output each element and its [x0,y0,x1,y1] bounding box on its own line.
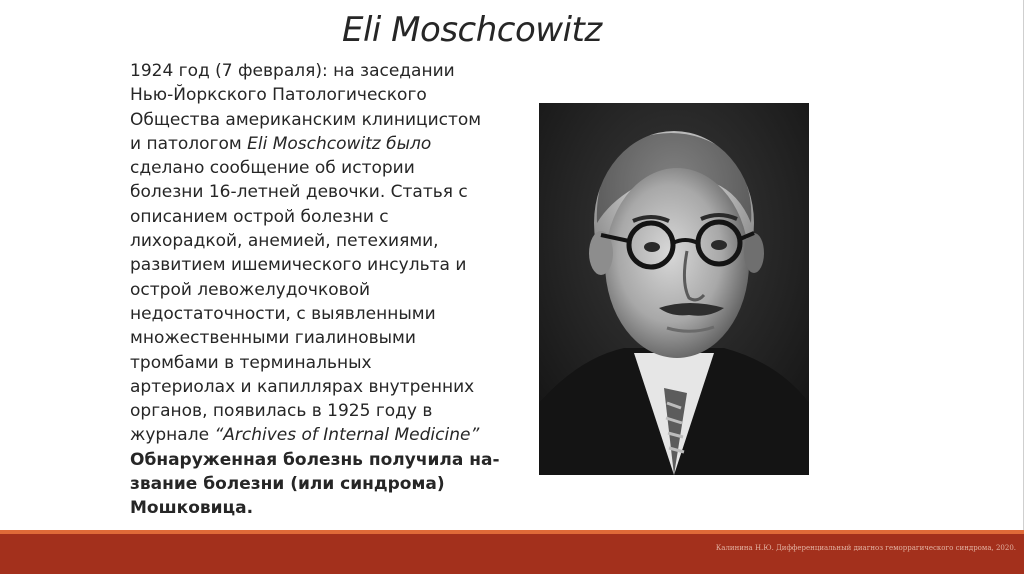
text-line: множественными гиалиновыми [130,328,416,349]
text-line-prefix: и патологом [130,133,248,154]
text-line: тромбами в терминальных [130,352,372,373]
text-line: Общества американским клиницистом [130,109,482,130]
text-line: органов, появилась в 1925 году в [130,401,433,422]
footer-bar [0,534,1024,574]
text-line: острой левожелудочковой [130,279,371,300]
conclusion-line: Обнаруженная болезнь получила на- [130,449,500,470]
text-line: 1924 год (7 февраля): на заседании [130,61,455,81]
author-name-italic: Eli Moschcowitz было [247,133,432,154]
text-line: Нью-Йоркского Патологического [130,85,427,106]
slide-body-text [130,59,500,521]
text-line: болезни 16-летней девочки. Статья с [130,182,468,203]
text-line: артериолах и капиллярах внутренних [130,376,475,397]
text-line [130,132,500,156]
conclusion-line: Мошковица. [130,498,254,519]
text-line: развитием ишемического инсульта и [130,255,467,276]
text-line [130,423,500,447]
conclusion-line: звание болезни (или синдрома) [130,474,445,495]
journal-name: “Archives of Internal Medicine” [214,425,480,446]
text-line: описанием острой болезни с [130,206,389,227]
portrait-photo [539,103,809,475]
text-line: недостаточности, с выявленными [130,303,436,324]
portrait-illustration [539,103,809,475]
slide-title: Eli Moschcowitz [342,10,602,50]
journal-prefix: журнале [130,425,215,446]
text-line: лихорадкой, анемией, петехиями, [130,231,439,252]
text-line: сделано сообщение об истории [130,158,415,179]
footer-citation: Калинина Н.Ю. Дифференциальный диагноз геморрагического синдрома, 2020. [715,544,1016,552]
